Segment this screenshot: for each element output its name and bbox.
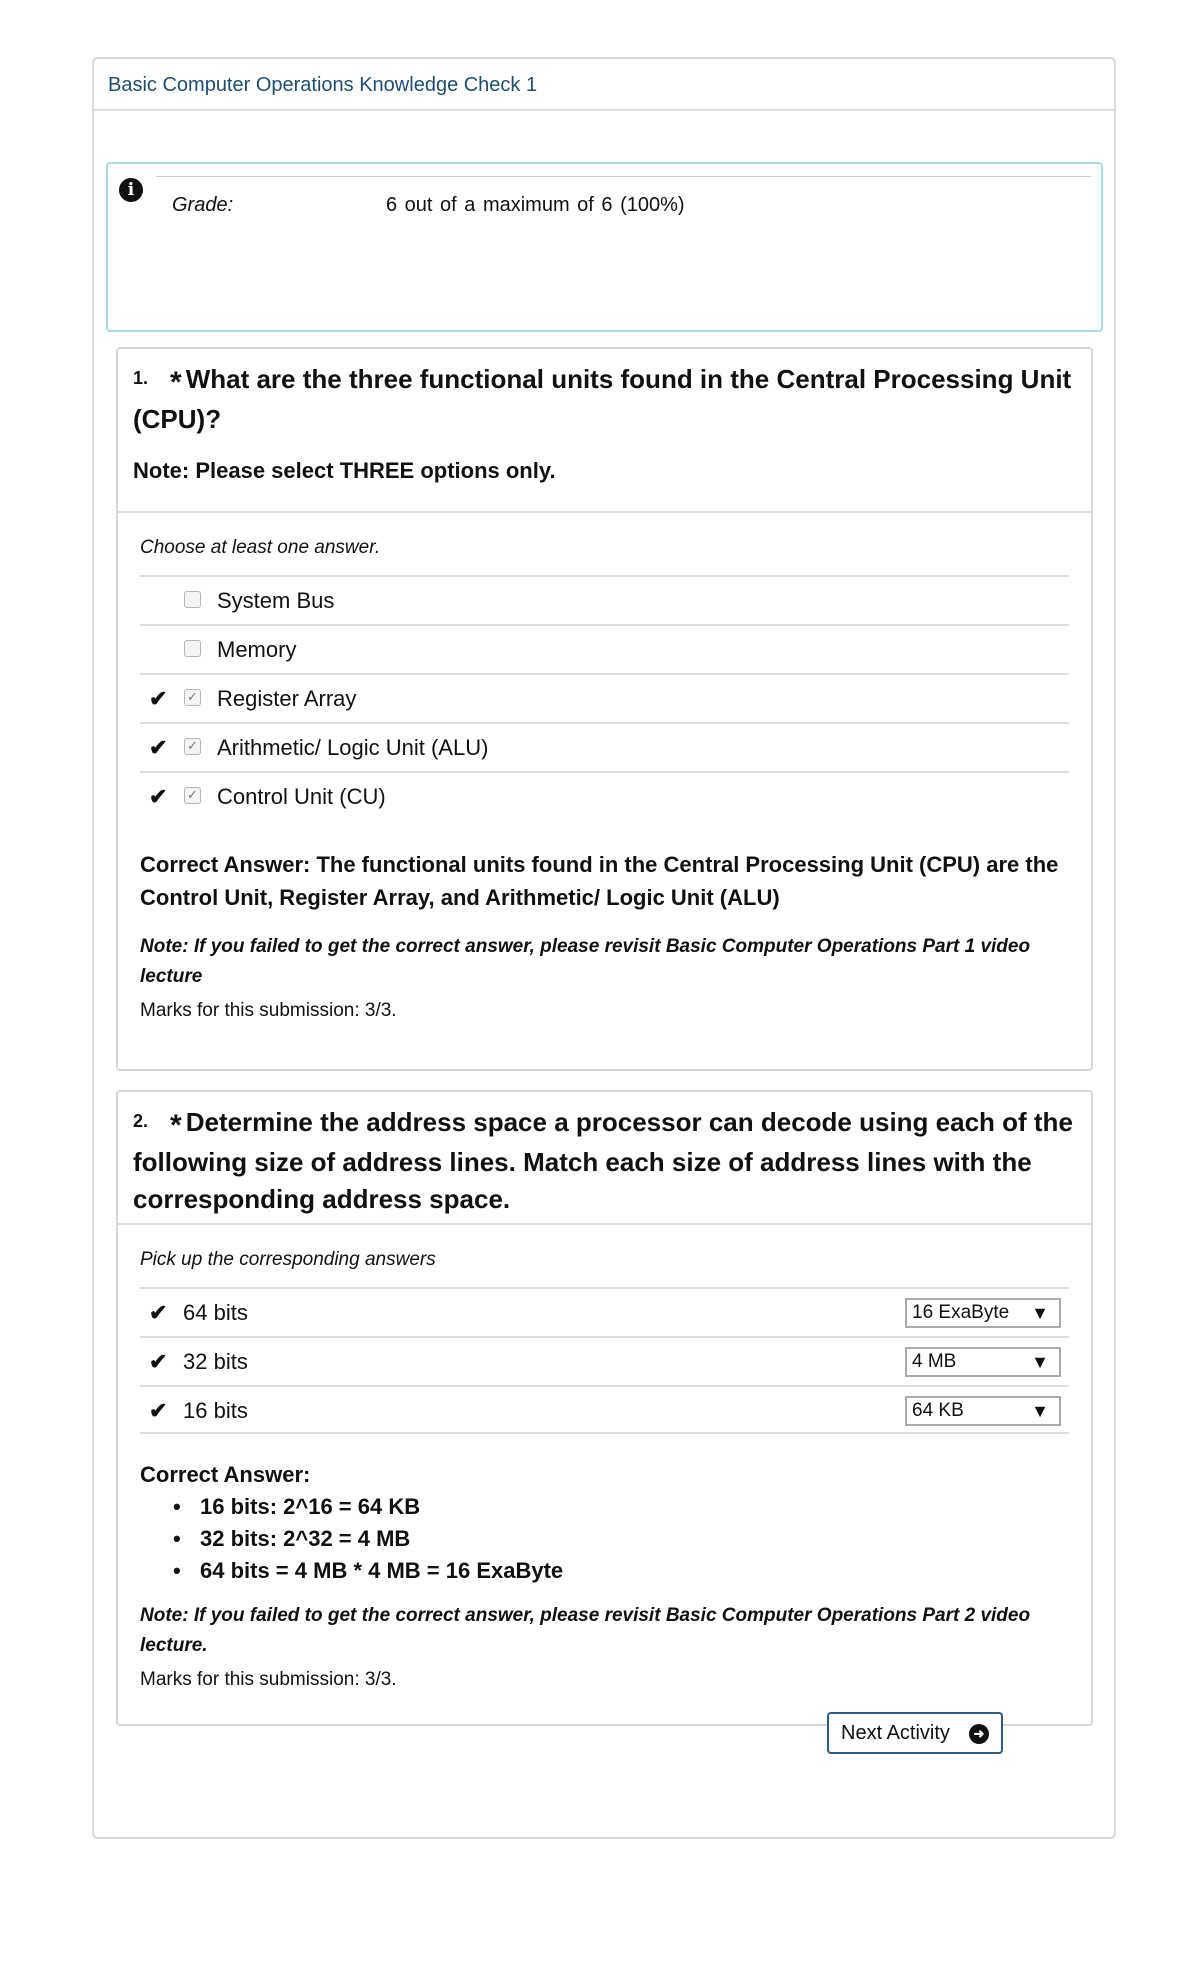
match-row-16-bits [140,1385,1069,1434]
option-register-array [140,673,1069,722]
info-icon: i [119,178,143,202]
option-label: System Bus [217,588,335,613]
required-star-icon: * [170,366,182,399]
check-mark-icon: ✔ [149,784,168,809]
select-value: 16 ExaByte [912,1302,1010,1323]
question-2-card [116,1090,1093,1726]
quiz-review-panel [92,57,1116,1839]
answer-select-32-bits[interactable] [905,1347,1061,1377]
answer-prompt: Pick up the corresponding answers [140,1249,436,1270]
check-mark-icon: ✔ [149,1300,168,1325]
match-row-32-bits [140,1336,1069,1385]
question-2-header [118,1092,1091,1225]
checkbox-system-bus[interactable] [184,591,201,608]
match-label: 64 bits [183,1300,248,1325]
answer-select-16-bits[interactable] [905,1396,1061,1426]
match-row-64-bits [140,1287,1069,1336]
select-value: 64 KB [912,1400,964,1421]
list-item: • 16 bits: 2^16 = 64 KB [140,1491,1069,1523]
question-number: 1. [133,368,149,388]
question-1-body [118,513,1091,1069]
match-label: 32 bits [183,1349,248,1374]
select-value: 4 MB [912,1351,957,1372]
option-label: Memory [217,637,297,662]
option-control-unit [140,771,1069,820]
grade-label: Grade: [172,194,234,216]
revisit-note: Note: If you failed to get the correct answer, please revisit Basic Computer Operations Part 2 video lecture. [140,1605,1031,1656]
arrow-right-circle-icon: ➜ [969,1724,989,1744]
list-item: • 32 bits: 2^32 = 4 MB [140,1523,1069,1555]
divider [156,176,1091,177]
dropdown-arrow-icon: ▼ [1031,1303,1049,1323]
checkbox-alu[interactable]: ✓ [184,738,201,755]
next-activity-button[interactable] [827,1712,1003,1754]
marks-text: Marks for this submission: 3/3. [140,1669,397,1690]
question-1-header [118,349,1091,513]
option-label: Control Unit (CU) [217,784,386,809]
question-1-card [116,347,1093,1071]
dropdown-arrow-icon: ▼ [1031,1352,1049,1372]
check-mark-icon: ✔ [149,686,168,711]
correct-answer-heading: Correct Answer: [140,1462,311,1487]
check-mark-icon: ✔ [149,1349,168,1374]
option-memory [140,624,1069,673]
revisit-note: Note: If you failed to get the correct answer, please revisit Basic Computer Operations Part 1 video lecture [140,936,1031,987]
answer-select-64-bits[interactable] [905,1298,1061,1328]
next-activity-label: Next Activity [841,1722,950,1744]
correct-answer: Correct Answer: The functional units found in the Central Processing Unit (CPU) are the Control Unit, Register Array, and Arithmetic/ Logic Unit (ALU) [140,852,1059,910]
question-2-body [118,1225,1091,1724]
grade-value: 6 out of a maximum of 6 (100%) [386,194,685,216]
question-1-note: Note: Please select THREE options only. [133,458,556,483]
grade-summary-box [106,162,1103,332]
answer-prompt: Choose at least one answer. [140,537,381,558]
check-mark-icon: ✔ [149,735,168,760]
list-item: • 64 bits = 4 MB * 4 MB = 16 ExaByte [140,1555,1069,1587]
checkbox-memory[interactable] [184,640,201,657]
option-label: Arithmetic/ Logic Unit (ALU) [217,735,489,760]
check-mark-icon: ✔ [149,1398,168,1423]
correct-answer [140,1458,1069,1587]
option-alu [140,722,1069,771]
question-number: 2. [133,1111,149,1131]
option-system-bus [140,575,1069,624]
dropdown-arrow-icon: ▼ [1031,1401,1049,1421]
quiz-title: Basic Computer Operations Knowledge Check 1 [94,59,1114,111]
correct-answer-list [140,1491,1069,1587]
match-label: 16 bits [183,1398,248,1423]
checkbox-control-unit[interactable]: ✓ [184,787,201,804]
option-label: Register Array [217,686,357,711]
checkbox-register-array[interactable]: ✓ [184,689,201,706]
required-star-icon: * [170,1109,182,1142]
question-1-text [133,360,1076,438]
marks-text: Marks for this submission: 3/3. [140,1000,397,1021]
question-2-prompt: Determine the address space a processor can decode using each of the following size of address lines. Match each size of address lines with the corresponding address space. [133,1107,1073,1214]
question-1-prompt: What are the three functional units found in the Central Processing Unit (CPU)? [133,364,1072,434]
question-2-text [133,1103,1076,1218]
